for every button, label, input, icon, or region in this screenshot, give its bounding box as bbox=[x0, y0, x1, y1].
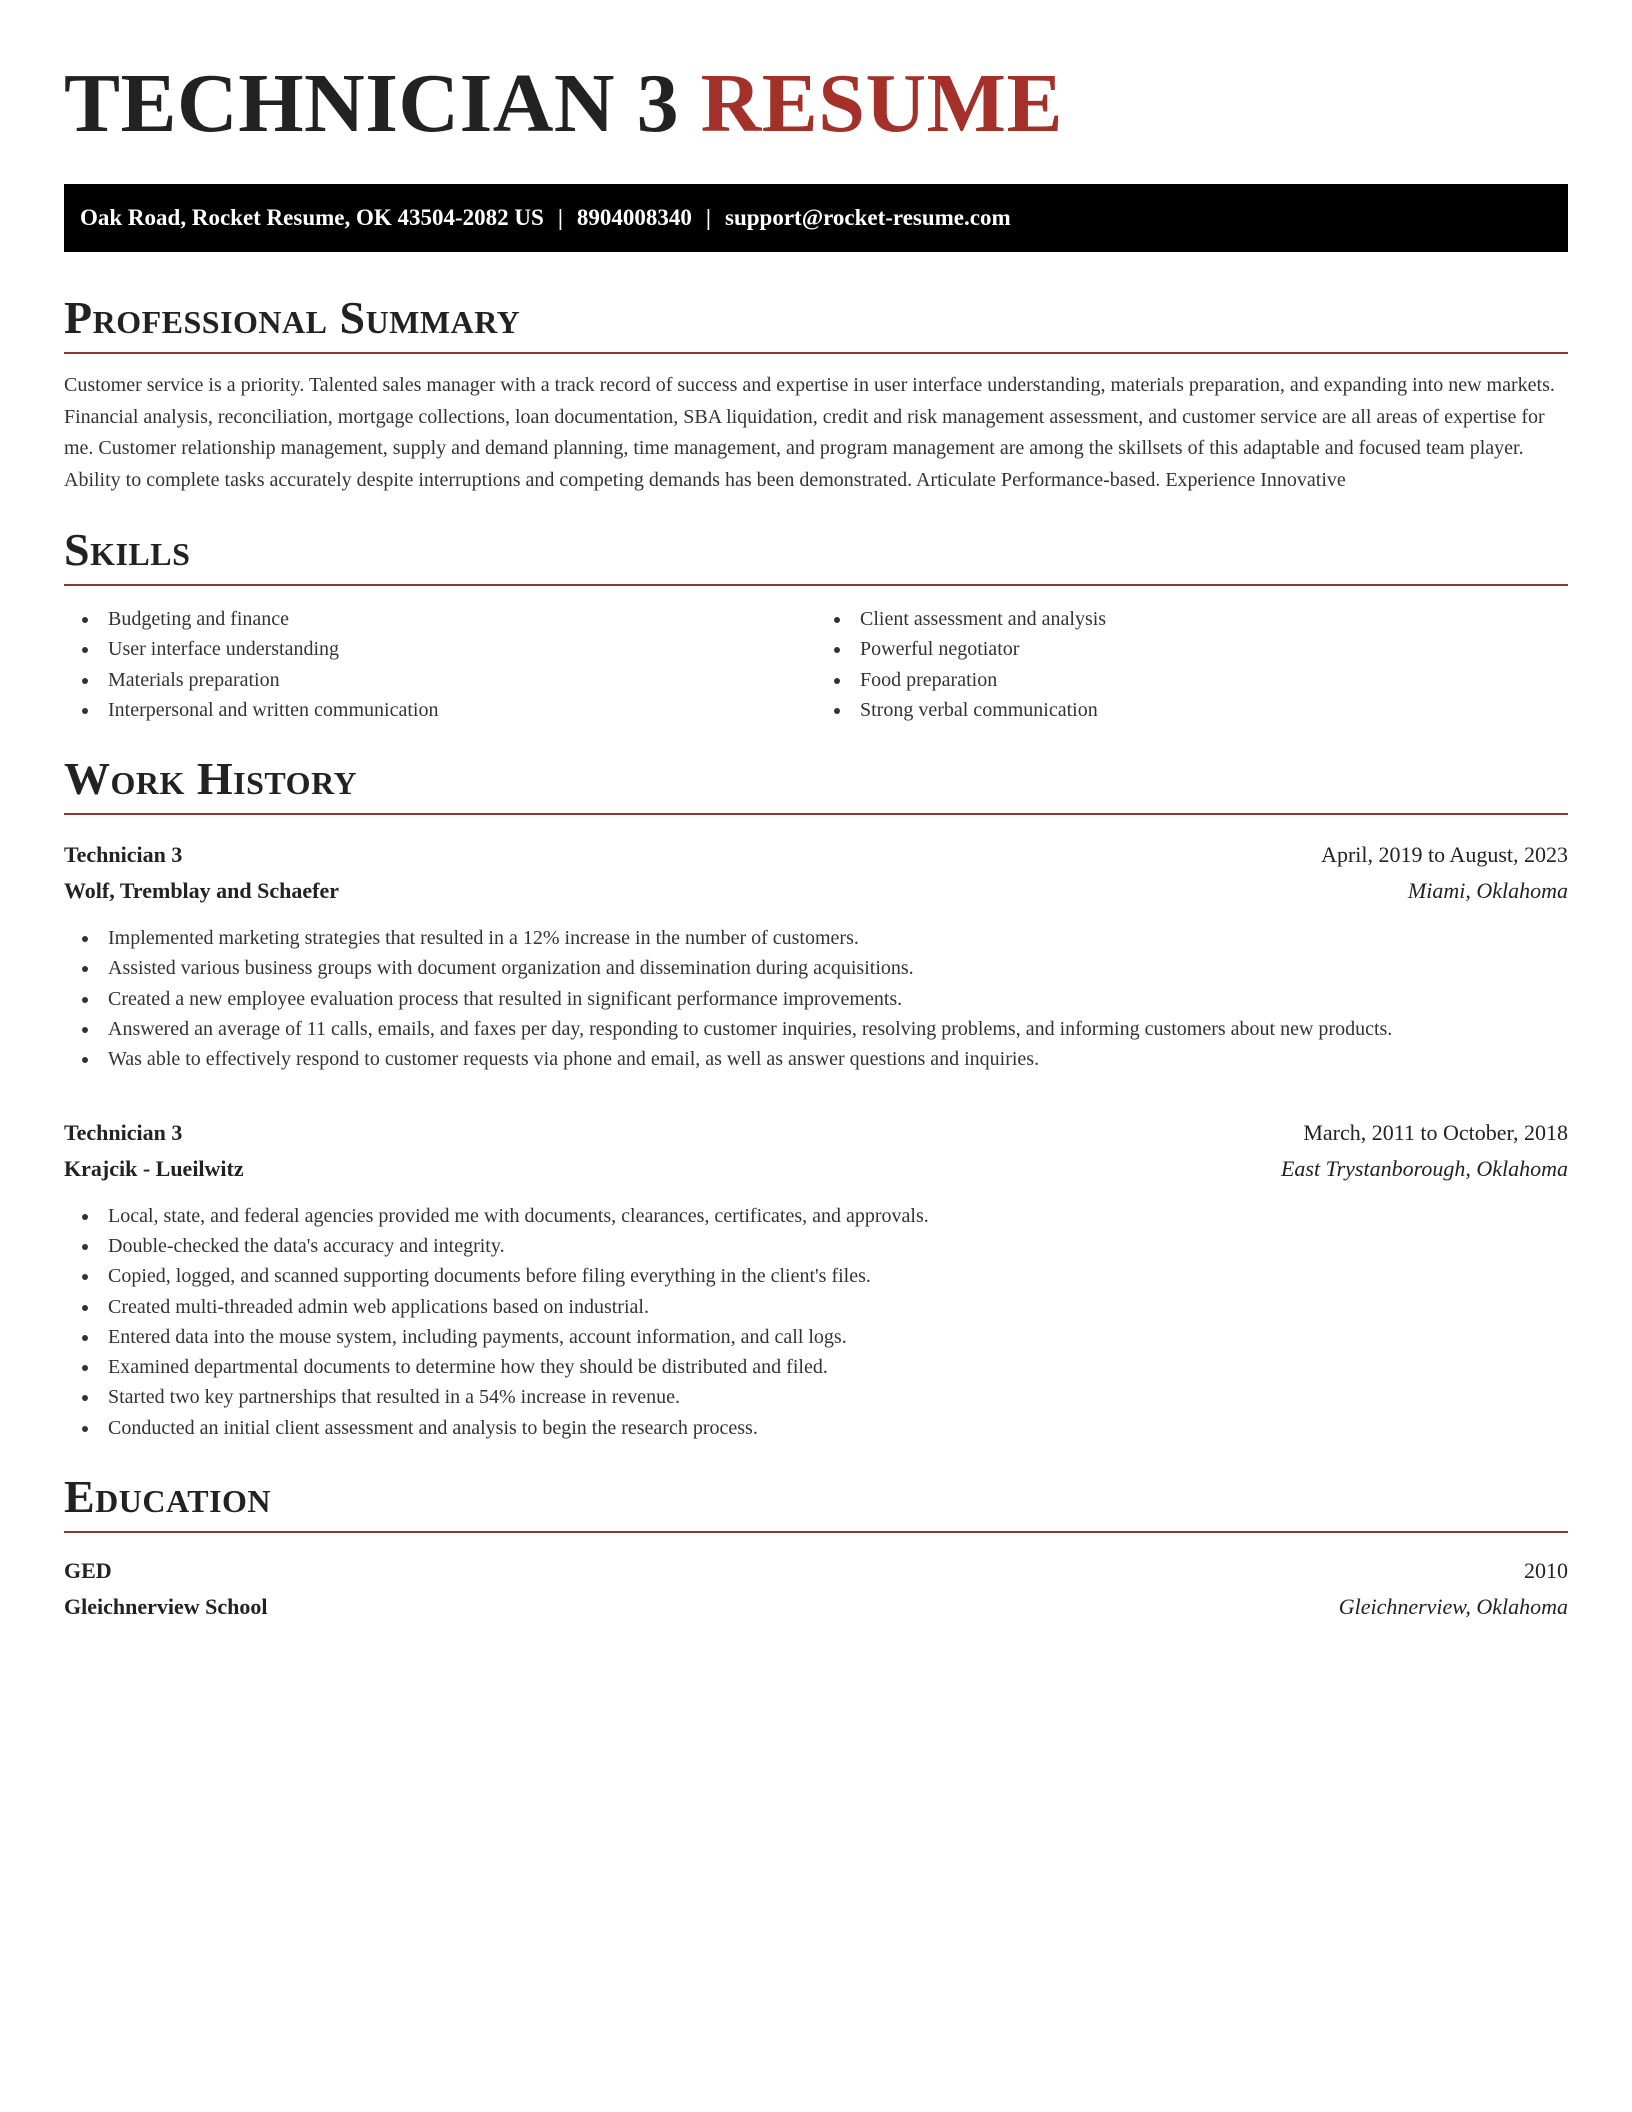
skill-item: Materials preparation bbox=[64, 665, 816, 695]
skill-item: Powerful negotiator bbox=[816, 634, 1568, 664]
job-duty: Created multi-threaded admin web applications based on industrial. bbox=[64, 1292, 1568, 1322]
contact-separator: | bbox=[557, 205, 563, 230]
job-duty: Started two key partnerships that resulted in a 54% increase in revenue. bbox=[64, 1382, 1568, 1412]
contact-phone: 8904008340 bbox=[576, 205, 692, 230]
work-history-heading: Work History bbox=[64, 753, 358, 805]
job-company: Krajcik - Lueilwitz bbox=[64, 1155, 244, 1181]
title-part-1: TECHNICIAN 3 bbox=[64, 57, 680, 150]
skill-item: User interface understanding bbox=[64, 634, 816, 664]
job-duty: Examined departmental documents to determine how they should be distributed and filed. bbox=[64, 1352, 1568, 1382]
job-header-row bbox=[64, 1115, 1568, 1151]
job-company-row bbox=[64, 873, 1568, 909]
section-divider bbox=[64, 352, 1568, 354]
skills-list-left bbox=[64, 604, 816, 725]
section-divider bbox=[64, 1531, 1568, 1533]
job-title: Technician 3 bbox=[64, 842, 183, 868]
job-entry bbox=[64, 837, 1568, 1074]
contact-email: support@rocket-resume.com bbox=[725, 205, 1011, 230]
job-entry bbox=[64, 1115, 1568, 1443]
summary-text: Customer service is a priority. Talented sales manager with a track record of success and expertise in user interface understanding, materials preparation, and expanding into new markets. Financial analysis, reconciliation, mortgage collections, loan documentation, SBA liquidation, credit and risk management assessment, and customer service are all areas of expertise for me. Customer relationship management, supply and demand planning, time management, and program management are among the skillsets of this adaptable and focused team player. Ability to complete tasks accurately despite interruptions and competing demands has been demonstrated. Articulate Performance-based. Experience Innovative bbox=[64, 374, 1555, 491]
job-duty: Was able to effectively respond to customer requests via phone and email, as well as answer questions and inquiries. bbox=[64, 1044, 1568, 1074]
contact-address: Oak Road, Rocket Resume, OK 43504-2082 US bbox=[80, 205, 544, 230]
education-year: 2010 bbox=[1524, 1558, 1568, 1584]
education-heading: Education bbox=[64, 1471, 272, 1523]
work-history-section bbox=[64, 753, 1568, 1443]
skills-heading: Skills bbox=[64, 524, 191, 575]
education-school-row bbox=[64, 1589, 1568, 1625]
skill-item: Budgeting and finance bbox=[64, 604, 816, 634]
job-duty: Conducted an initial client assessment and analysis to begin the research process. bbox=[64, 1413, 1568, 1443]
title-part-2: RESUME bbox=[700, 57, 1063, 150]
job-duty: Assisted various business groups with document organization and dissemination during acquisitions. bbox=[64, 953, 1568, 983]
job-company: Wolf, Tremblay and Schaefer bbox=[64, 878, 339, 904]
job-company-row bbox=[64, 1151, 1568, 1187]
contact-bar bbox=[64, 184, 1568, 252]
summary-heading: Professional Summary bbox=[64, 292, 521, 343]
education-school: Gleichnerview School bbox=[64, 1594, 268, 1620]
job-duty: Answered an average of 11 calls, emails, and faxes per day, responding to customer inquiries, resolving problems, and informing customers about new products. bbox=[64, 1014, 1568, 1044]
skills-list-right bbox=[816, 604, 1568, 725]
contact-separator: | bbox=[705, 205, 711, 230]
job-duty: Entered data into the mouse system, including payments, account information, and call logs. bbox=[64, 1322, 1568, 1352]
job-dates: March, 2011 to October, 2018 bbox=[1303, 1119, 1568, 1145]
skill-item: Client assessment and analysis bbox=[816, 604, 1568, 634]
section-divider bbox=[64, 584, 1568, 586]
skills-columns bbox=[64, 604, 1568, 725]
job-duty: Created a new employee evaluation process that resulted in significant performance improvements. bbox=[64, 984, 1568, 1014]
job-duty: Copied, logged, and scanned supporting documents before filing everything in the client's files. bbox=[64, 1261, 1568, 1291]
job-location: East Trystanborough, Oklahoma bbox=[1280, 1155, 1568, 1181]
education-entry bbox=[64, 1553, 1568, 1625]
skill-item: Food preparation bbox=[816, 665, 1568, 695]
education-degree-row bbox=[64, 1553, 1568, 1589]
job-duty: Local, state, and federal agencies provided me with documents, clearances, certificates, and approvals. bbox=[64, 1201, 1568, 1231]
job-duties-list bbox=[64, 1201, 1568, 1443]
job-location: Miami, Oklahoma bbox=[1407, 878, 1568, 904]
job-duties-list bbox=[64, 923, 1568, 1074]
skills-section bbox=[64, 524, 1568, 725]
education-degree: GED bbox=[64, 1558, 112, 1584]
education-section bbox=[64, 1471, 1568, 1625]
job-title: Technician 3 bbox=[64, 1119, 183, 1145]
section-divider bbox=[64, 813, 1568, 815]
job-header-row bbox=[64, 837, 1568, 873]
resume-title bbox=[64, 0, 1568, 152]
job-dates: April, 2019 to August, 2023 bbox=[1321, 842, 1568, 868]
skill-item: Interpersonal and written communication bbox=[64, 695, 816, 725]
skill-item: Strong verbal communication bbox=[816, 695, 1568, 725]
job-duty: Implemented marketing strategies that resulted in a 12% increase in the number of customers. bbox=[64, 923, 1568, 953]
summary-section bbox=[64, 292, 1568, 496]
job-duty: Double-checked the data's accuracy and integrity. bbox=[64, 1231, 1568, 1261]
education-location: Gleichnerview, Oklahoma bbox=[1338, 1594, 1568, 1620]
